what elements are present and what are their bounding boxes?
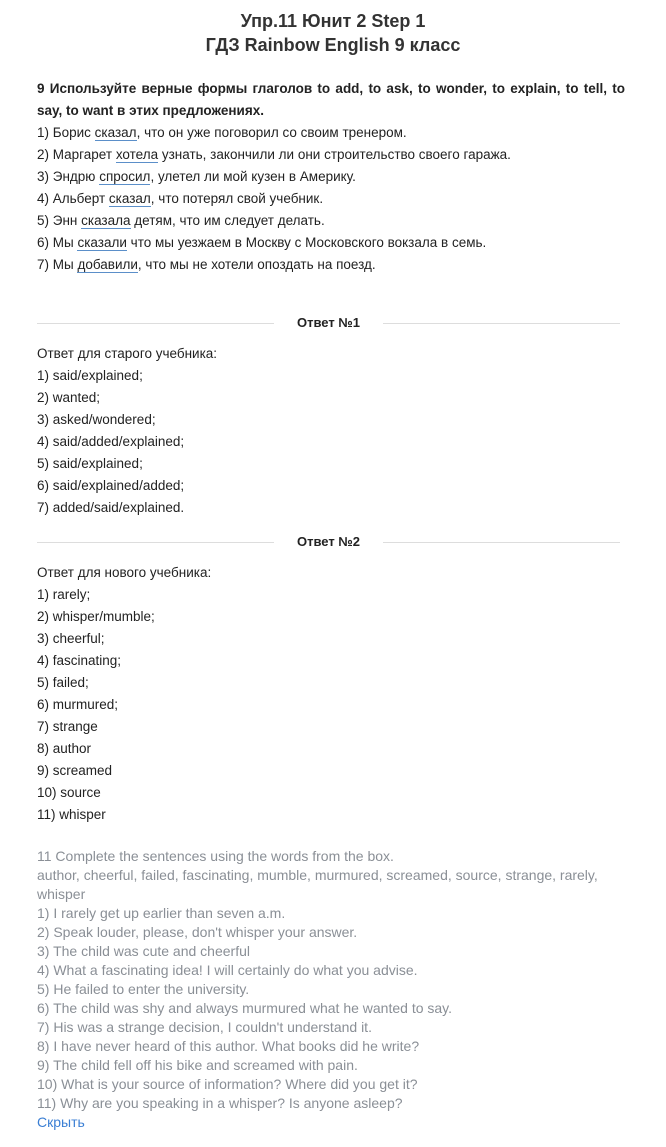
answer-item: 2) whisper/mumble; — [37, 609, 155, 624]
task-sentence — [37, 210, 625, 232]
sentence-text: 7) Мы — [37, 257, 78, 272]
divider-line — [37, 323, 274, 324]
answer-item: 3) cheerful; — [37, 631, 105, 646]
sentence-text: 1) Борис — [37, 125, 95, 140]
exercise-sentence: 3) The child was cute and cheerful — [37, 943, 250, 959]
answer-2-heading: Ответ №2 — [296, 534, 361, 549]
answer-item: 7) strange — [37, 719, 98, 734]
answer-item: 8) author — [37, 741, 92, 756]
exercise-sentence: 8) I have never heard of this author. What books did he write? — [37, 1038, 420, 1054]
answer-item: 5) said/explained; — [37, 456, 143, 471]
sentence-text: узнать, закончили ли они строительство своего гаража. — [158, 147, 511, 162]
exercise-sentence: 6) The child was shy and always murmured what he wanted to say. — [37, 1000, 453, 1016]
sentence-text: 4) Альберт — [37, 191, 109, 206]
exercise-sentence: 5) He failed to enter the university. — [37, 981, 250, 997]
answer-intro: Ответ для старого учебника: — [37, 346, 218, 361]
title-line-1: Упр.11 Юнит 2 Step 1 — [240, 11, 426, 31]
task-sentence — [37, 254, 625, 276]
exercise-sentence: 1) I rarely get up earlier than seven a.m. — [37, 905, 286, 921]
divider-line — [383, 542, 620, 543]
verb-highlight: сказал — [108, 191, 151, 206]
answer-1-divider — [37, 313, 620, 333]
hide-link[interactable]: Скрыть — [37, 1114, 85, 1130]
answer-1-block — [37, 343, 625, 519]
answer-item: 4) fascinating; — [37, 653, 122, 668]
exercise-sentence: 10) What is your source of information? Where did you get it? — [37, 1076, 418, 1092]
sentence-text: 2) Маргарет — [37, 147, 116, 162]
verb-highlight: сказали — [77, 235, 127, 250]
title-line-2: ГДЗ Rainbow English 9 класс — [205, 35, 461, 55]
answer-intro: Ответ для нового учебника: — [37, 565, 212, 580]
exercise-11-block — [37, 847, 627, 1132]
sentence-text: 3) Эндрю — [37, 169, 100, 184]
verb-highlight: хотела — [115, 147, 159, 162]
answer-2-divider — [37, 532, 620, 552]
task-instruction: 9 Используйте верные формы глаголов to add, to ask, to wonder, to explain, to tell, to say, to want в этих предложениях. — [37, 81, 625, 118]
sentence-text: , что потерял свой учебник. — [150, 191, 324, 206]
answer-item: 1) rarely; — [37, 587, 91, 602]
exercise-sentence: 2) Speak louder, please, don't whisper your answer. — [37, 924, 358, 940]
divider-line — [383, 323, 620, 324]
answer-item: 11) whisper — [37, 807, 106, 822]
exercise-sentence: 11) Why are you speaking in a whisper? Is anyone asleep? — [37, 1095, 403, 1111]
verb-highlight: сказала — [81, 213, 131, 228]
answer-item: 6) murmured; — [37, 697, 119, 712]
sentence-text: что мы уезжаем в Москву с Московского вокзала в семь. — [126, 235, 487, 250]
answer-1-heading: Ответ №1 — [296, 315, 361, 330]
task-sentence — [37, 188, 625, 210]
answer-item: 3) asked/wondered; — [37, 412, 156, 427]
task-sentence — [37, 144, 625, 166]
verb-highlight: спросил — [99, 169, 151, 184]
exercise-sentence: 4) What a fascinating idea! I will certainly do what you advise. — [37, 962, 418, 978]
sentence-text: , что мы не хотели опоздать на поезд. — [137, 257, 376, 272]
verb-highlight: сказал — [94, 125, 137, 140]
sentence-text: 6) Мы — [37, 235, 78, 250]
exercise-sentence: 9) The child fell off his bike and screamed with pain. — [37, 1057, 358, 1073]
verb-highlight: добавили — [77, 257, 138, 272]
answer-item: 5) failed; — [37, 675, 89, 690]
answer-item: 2) wanted; — [37, 390, 101, 405]
task-block — [37, 78, 625, 276]
word-box: author, cheerful, failed, fascinating, mumble, murmured, screamed, source, strange, rarely, whisper — [37, 867, 598, 902]
page-title — [0, 0, 666, 57]
answer-item: 9) screamed — [37, 763, 113, 778]
sentence-text: , улетел ли мой кузен в Америку. — [150, 169, 356, 184]
exercise-sentence: 7) His was a strange decision, I couldn't understand it. — [37, 1019, 372, 1035]
answer-item: 1) said/explained; — [37, 368, 143, 383]
answer-item: 7) added/said/explained. — [37, 500, 185, 515]
sentence-text: детям, что им следует делать. — [130, 213, 325, 228]
task-sentence — [37, 166, 625, 188]
sentence-text: 5) Энн — [37, 213, 82, 228]
task-sentence — [37, 232, 625, 254]
exercise-11-title: 11 Complete the sentences using the words from the box. — [37, 848, 394, 864]
answer-2-block — [37, 562, 625, 826]
answer-item: 6) said/explained/added; — [37, 478, 185, 493]
answer-item: 4) said/added/explained; — [37, 434, 185, 449]
divider-line — [37, 542, 274, 543]
task-sentence — [37, 122, 625, 144]
sentence-text: , что он уже поговорил со своим тренером. — [136, 125, 407, 140]
answer-item: 10) source — [37, 785, 101, 800]
